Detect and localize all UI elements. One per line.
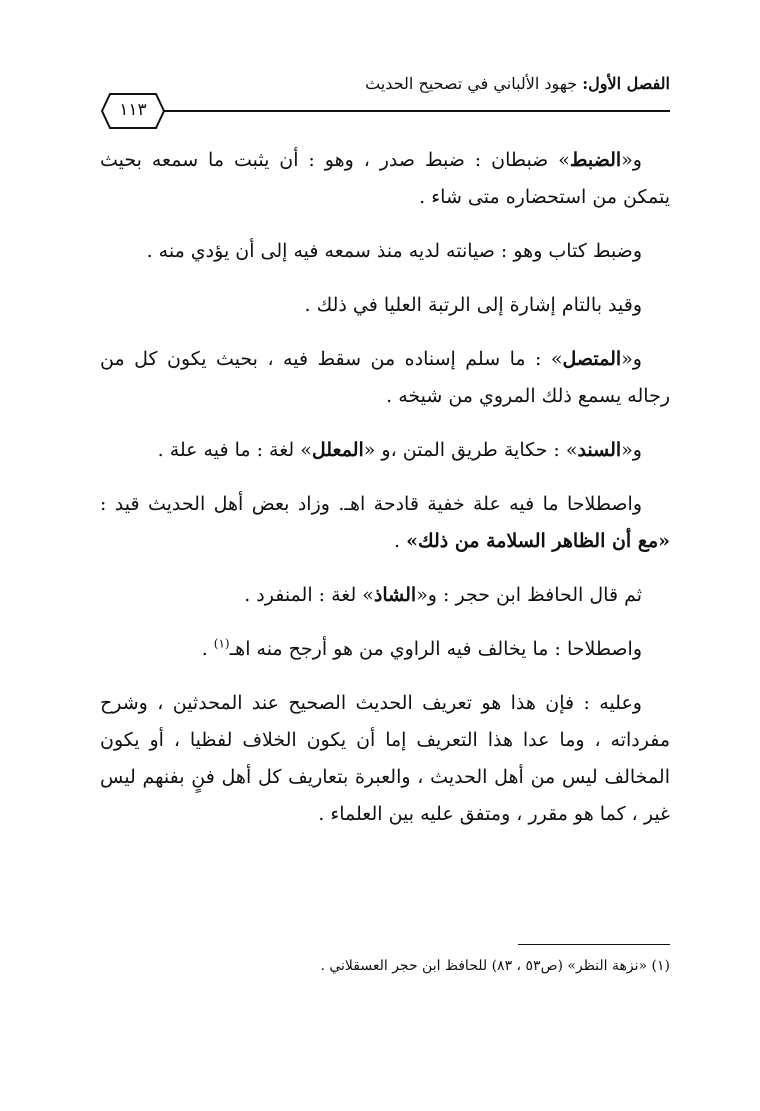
p5-mid: » : حكاية طريق المتن ،و « [363,439,578,461]
p7-text: ثم قال الحافظ ابن حجر : و« [416,584,642,606]
chapter-title: جهود الألباني في تصحيح الحديث [365,74,578,93]
p1-open: و« [621,149,642,171]
footnote-rule [518,944,670,945]
term-sanad: السند [577,439,622,461]
p5-open: و« [621,439,642,461]
paragraph-shadh-def [100,631,670,668]
term-shadh: الشاذ [373,584,417,606]
p5-rest: » لغة : ما فيه علة . [157,439,312,461]
page-number-badge [100,92,166,130]
paragraph-dabt-kitab: وضبط كتاب وهو : صيانته لديه منذ سمعه فيه إلى أن يؤدي منه . [146,240,642,262]
paragraph-shadh [100,577,670,614]
p4-open: و« [621,348,642,370]
p4-rest: » : ما سلم إسناده من سقط فيه ، بحيث يكون كل من رجاله يسمع ذلك المروي من شيخه . [100,348,670,407]
paragraph-muttasil [100,341,670,415]
p8-text: واصطلاحا : ما يخالف فيه الراوي من هو أرجح منه اهـ [229,638,642,660]
term-dabt: الضبط [569,149,622,171]
footnote-ref[interactable]: (١) [213,636,230,651]
chapter-label: الفصل الأول: [582,74,670,93]
footnote: (١) «نزهة النظر» (ص٥٣ ، ٨٣) للحافظ ابن حجر العسقلاني . [320,958,670,974]
p1-rest: » ضبطان : ضبط صدر ، وهو : أن يثبت ما سمعه بحيث يتمكن من استحضاره متى شاء . [100,149,670,208]
body-text [100,142,670,850]
p8-end: . [201,638,214,660]
p6-end: . [393,530,407,552]
paragraph-tamm: وقيد بالتام إشارة إلى الرتبة العليا في ذلك . [304,294,642,316]
page-number: ١١٣ [119,100,147,120]
p6-text: واصطلاحا ما فيه علة خفية قادحة اهـ. وزاد بعض أهل الحديث قيد : [100,493,642,515]
paragraph-dabt [100,142,670,216]
paragraph-istilahan [100,486,670,560]
page-header [100,70,670,120]
header-rule [164,110,670,112]
p6-bold-quote: «مع أن الظاهر السلامة من ذلك» [406,530,670,552]
paragraph-sanad [100,432,670,469]
term-muttasil: المتصل [562,348,622,370]
running-title [365,74,670,93]
p7-rest: » لغة : المنفرد . [244,584,374,606]
paragraph-conclusion: وعليه : فإن هذا هو تعريف الحديث الصحيح عند المحدثين ، وشرح مفرداته ، وما عدا هذا التعريف إما أن يكون الخلاف لفظيا ، أو يكون المخالف ليس من أهل الحديث ، والعبرة بتعاريف كل أهل فنٍ بفنهم ليس غير ، كما هو مقرر ، ومتفق عليه بين العلماء . [100,692,670,825]
term-muallal: المعلل [311,439,364,461]
